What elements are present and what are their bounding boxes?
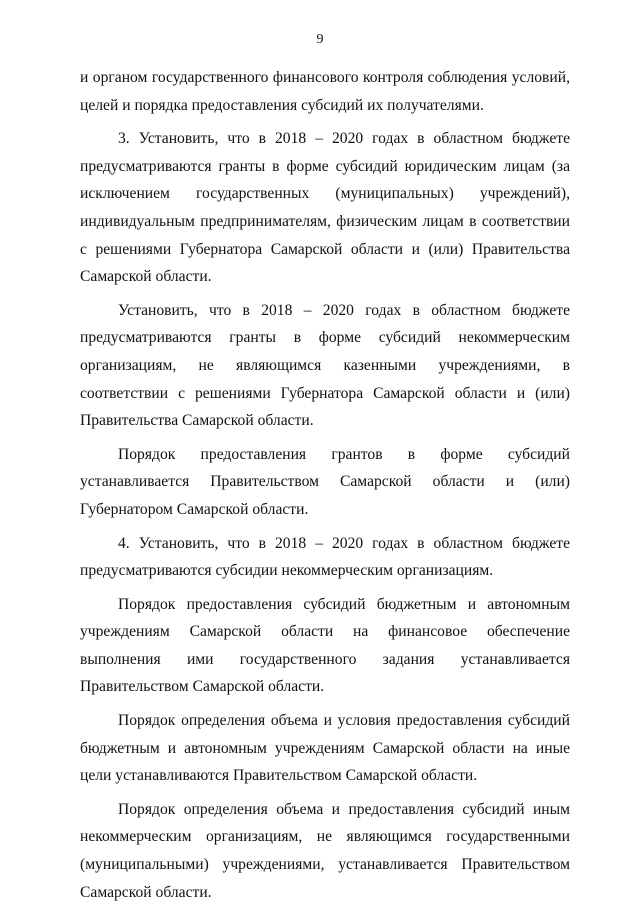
paragraph-other-purposes-procedure: Порядок определения объема и условия предоставления субсидий бюджетным и автономным учреждениям Самарской области на иные цели устанавливаются Правительством Самарской области. (80, 712, 570, 785)
paragraph-state-assignment-procedure: Порядок предоставления субсидий бюджетным и автономным учреждениям Самарской области на финансовое обеспечение выполнения ими государственного задания устанавливается Правительством Самарской области. (80, 595, 570, 696)
paragraph-grants-nonprofits: Установить, что в 2018 – 2020 годах в областном бюджете предусматриваются гранты в форме субсидий некоммерческим организациям, не являющимся казенными учреждениями, в соответствии с решениями Губернатора Самарской области и (или) Правительства Самарской области. (80, 301, 570, 430)
paragraph-item-4-subsidies-nonprofits: 4. Установить, что в 2018 – 2020 годах в областном бюджете предусматриваются субсидии некоммерческим организациям. (80, 534, 570, 580)
paragraph-continuation: и органом государственного финансового контроля соблюдения условий, целей и порядка предоставления субсидий их получателями. (80, 69, 570, 114)
paragraph-grants-procedure: Порядок предоставления грантов в форме субсидий устанавливается Правительством Самарской области и (или) Губернатором Самарской области. (80, 445, 570, 518)
paragraph-item-3-grants-legal-entities: 3. Установить, что в 2018 – 2020 годах в областном бюджете предусматриваются гранты в форме субсидий юридическим лицам (за исключением государственных (муниципальных) учреждений), индивидуальным предпринимателям, физическим лицам в соответствии с решениями Губернатора Самарской области и (или) Правительства Самарской области. (80, 130, 570, 286)
page-number: 9 (316, 32, 324, 47)
document-body (80, 64, 570, 912)
paragraph-other-nonprofits-procedure: Порядок определения объема и предоставления субсидий иным некоммерческим организациям, не являющимся государственными (муниципальными) учреждениями, устанавливается Правительством Самарской области. (80, 800, 570, 901)
